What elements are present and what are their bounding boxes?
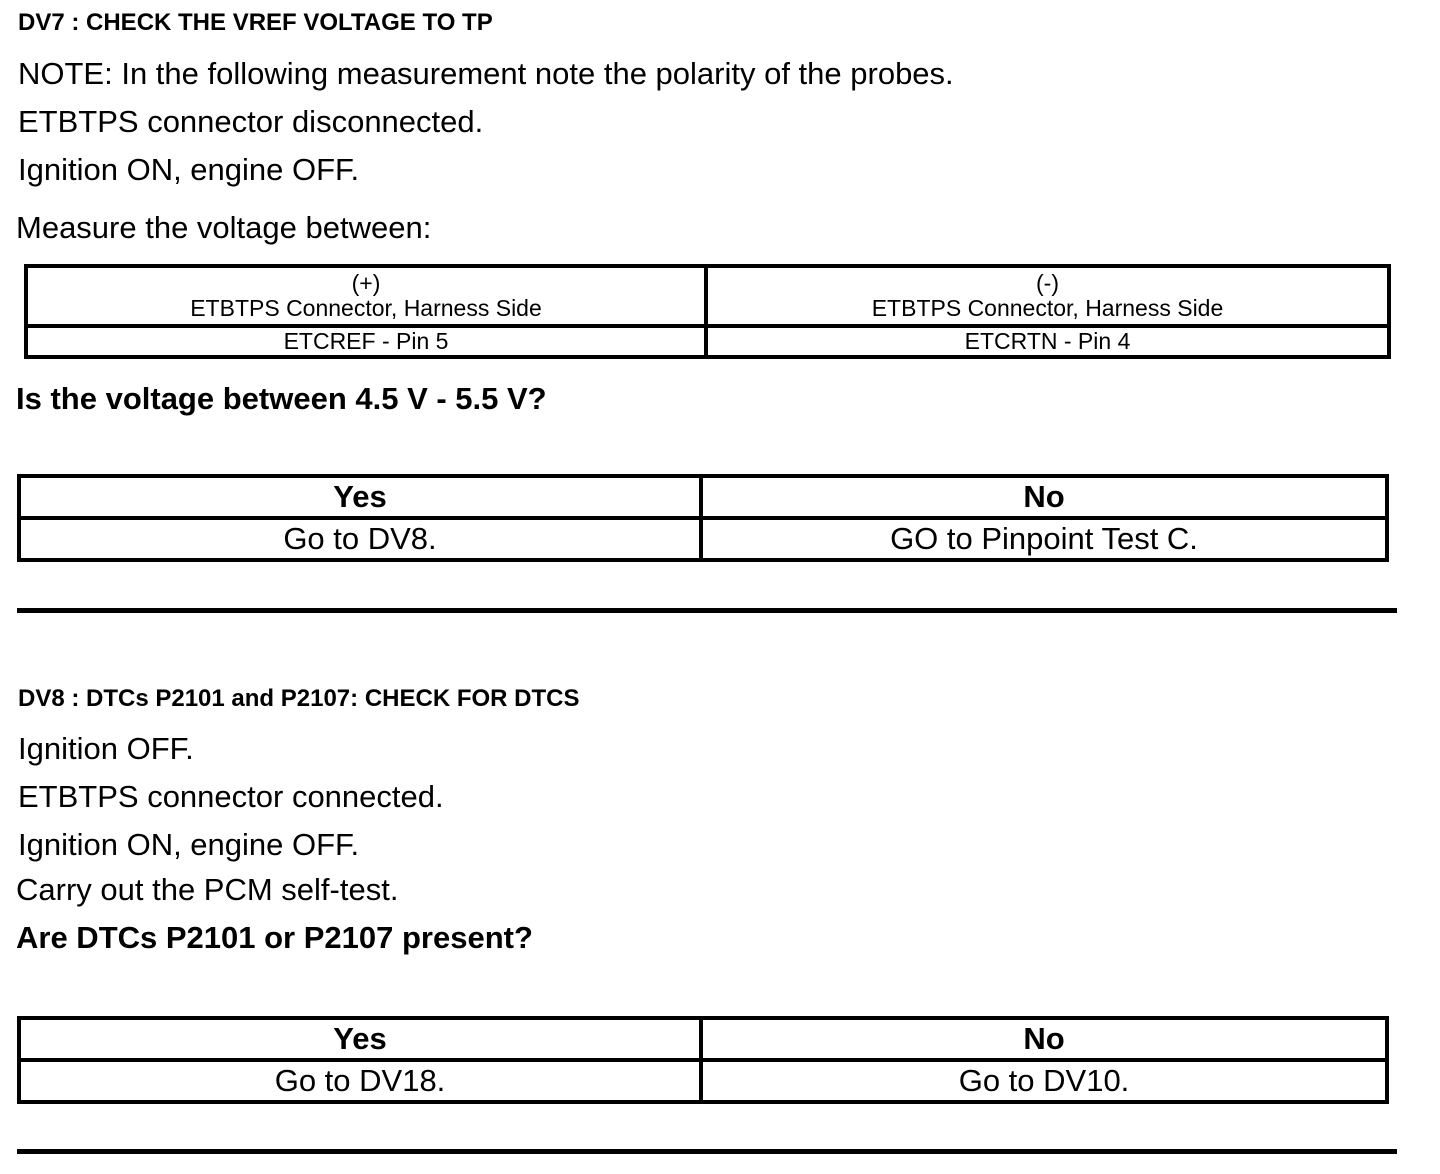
measurement-pin-row <box>26 326 1389 357</box>
measurement-header-row <box>26 266 1389 326</box>
dv8-selftest-line: Carry out the PCM self-test. <box>16 872 399 907</box>
dv7-ignition-line: Ignition ON, engine OFF. <box>18 152 360 187</box>
dv8-connector-line: ETBTPS connector connected. <box>18 779 444 814</box>
dv7-question: Is the voltage between 4.5 V - 5.5 V? <box>16 381 547 416</box>
dv7-answer-header-row <box>19 476 1387 518</box>
minus-pin-cell: ETCRTN - Pin 4 <box>706 326 1389 357</box>
plus-connector-label: ETBTPS Connector, Harness Side <box>190 295 542 321</box>
minus-connector-label: ETBTPS Connector, Harness Side <box>871 295 1224 321</box>
dv7-yes-header: Yes <box>19 476 701 518</box>
dv8-yes-header: Yes <box>19 1018 701 1060</box>
dv8-yes-action: Go to DV18. <box>19 1060 701 1102</box>
dv8-answer-action-row <box>19 1060 1387 1102</box>
plus-probe-cell <box>26 266 706 326</box>
dv7-measure-line: Measure the voltage between: <box>16 210 432 245</box>
minus-probe-cell <box>706 266 1389 326</box>
plus-pin-cell: ETCREF - Pin 5 <box>26 326 706 357</box>
dv8-title: DV8 : DTCs P2101 and P2107: CHECK FOR DTCS <box>18 685 580 712</box>
dv7-connector-line: ETBTPS connector disconnected. <box>18 104 484 139</box>
dv7-answer-action-row <box>19 518 1387 560</box>
dv7-no-header: No <box>701 476 1387 518</box>
dv7-no-action: GO to Pinpoint Test C. <box>701 518 1387 560</box>
section-divider <box>17 608 1397 613</box>
dv7-note-line: NOTE: In the following measurement note the polarity of the probes. <box>18 56 954 91</box>
dv7-yes-action: Go to DV8. <box>19 518 701 560</box>
dv8-no-action: Go to DV10. <box>701 1060 1387 1102</box>
section-divider-bottom <box>17 1149 1397 1154</box>
dv7-answer-table <box>17 474 1389 562</box>
dv7-measurement-table <box>24 264 1391 359</box>
minus-polarity: (-) <box>1036 270 1059 296</box>
plus-polarity: (+) <box>351 270 381 296</box>
dv8-question: Are DTCs P2101 or P2107 present? <box>16 920 533 955</box>
dv8-ignition-off-line: Ignition OFF. <box>18 731 194 766</box>
dv8-no-header: No <box>701 1018 1387 1060</box>
dv7-title: DV7 : CHECK THE VREF VOLTAGE TO TP <box>18 9 493 36</box>
dv8-answer-header-row <box>19 1018 1387 1060</box>
dv8-ignition-on-line: Ignition ON, engine OFF. <box>18 827 360 862</box>
dv8-answer-table <box>17 1016 1389 1104</box>
